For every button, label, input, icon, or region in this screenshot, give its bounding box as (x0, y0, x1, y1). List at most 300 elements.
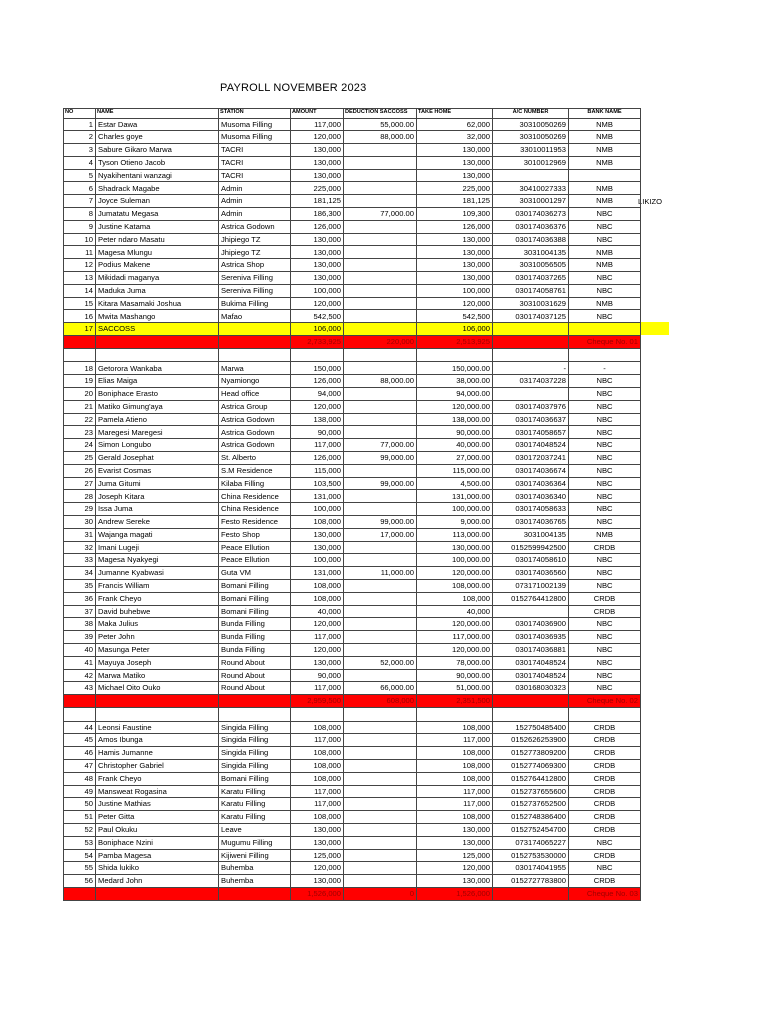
row-number-cell: 20 (64, 388, 96, 401)
amount-cell: 103,500 (291, 477, 344, 490)
table-row (64, 208, 641, 221)
saccoss-highlight-extension (640, 322, 669, 335)
deduction-saccoss-cell (344, 156, 417, 169)
deduction-saccoss-cell (344, 490, 417, 503)
deduction-saccoss-cell (344, 503, 417, 516)
amount-cell: 120,000 (291, 297, 344, 310)
bank-name-cell: NBC (569, 503, 641, 516)
amount-cell: 130,000 (291, 656, 344, 669)
deduction-saccoss-cell (344, 246, 417, 259)
amount-cell: 138,000 (291, 413, 344, 426)
station-cell: Round About (219, 656, 291, 669)
row-number-cell: 34 (64, 567, 96, 580)
deduction-saccoss-cell (344, 297, 417, 310)
account-number-cell (493, 695, 569, 708)
station-cell: Astrica Godown (219, 220, 291, 233)
take-home-cell: 131,000.00 (417, 490, 493, 503)
row-number-cell: 24 (64, 439, 96, 452)
row-number-cell: 33 (64, 554, 96, 567)
amount-cell: 120,000 (291, 400, 344, 413)
deduction-saccoss-cell (344, 862, 417, 875)
employee-name-cell: Mwita Mashango (96, 310, 219, 323)
employee-name-cell: Leonsi Faustine (96, 721, 219, 734)
bank-name-cell: NBC (569, 656, 641, 669)
employee-name-cell: Frank Cheyo (96, 592, 219, 605)
row-number-cell: 27 (64, 477, 96, 490)
row-number-cell: 30 (64, 516, 96, 529)
employee-name-cell: Getorora Wankaba (96, 362, 219, 375)
bank-name-cell: CRDB (569, 592, 641, 605)
employee-name-cell: Amos Ibunga (96, 734, 219, 747)
station-cell: Admin (219, 195, 291, 208)
account-number-cell: 0152599942500 (493, 541, 569, 554)
amount-cell: 115,000 (291, 464, 344, 477)
station-cell (219, 323, 291, 336)
deduction-saccoss-cell (344, 772, 417, 785)
account-number-cell: 030174048524 (493, 669, 569, 682)
station-cell: Head office (219, 388, 291, 401)
station-cell: Singida Filling (219, 721, 291, 734)
station-cell: Musoma Filling (219, 118, 291, 131)
deduction-saccoss-cell (344, 747, 417, 760)
take-home-cell: 106,000 (417, 323, 493, 336)
account-number-cell: 30310050269 (493, 118, 569, 131)
bank-name-cell: NBC (569, 579, 641, 592)
bank-name-cell: NBC (569, 669, 641, 682)
station-cell: Buhemba (219, 875, 291, 888)
bank-name-cell: CRDB (569, 823, 641, 836)
empty-cell (291, 707, 344, 721)
employee-name-cell: Tyson Otieno Jacob (96, 156, 219, 169)
amount-cell: 2,959,500 (291, 695, 344, 708)
amount-cell: 126,000 (291, 375, 344, 388)
header-no: NO (64, 109, 96, 119)
deduction-saccoss-cell (344, 272, 417, 285)
row-number-cell: 46 (64, 747, 96, 760)
amount-cell: 108,000 (291, 516, 344, 529)
employee-name-cell: Kitara Masamaki Joshua (96, 297, 219, 310)
account-number-cell: 030174036881 (493, 643, 569, 656)
deduction-saccoss-cell (344, 413, 417, 426)
row-number-cell: 19 (64, 375, 96, 388)
take-home-cell: 108,000 (417, 747, 493, 760)
amount-cell: 130,000 (291, 528, 344, 541)
deduction-saccoss-cell (344, 182, 417, 195)
table-row (64, 156, 641, 169)
amount-cell: 150,000 (291, 362, 344, 375)
amount-cell: 117,000 (291, 798, 344, 811)
bank-name-cell: NBC (569, 426, 641, 439)
take-home-cell: 120,000 (417, 862, 493, 875)
take-home-cell: 120,000 (417, 297, 493, 310)
row-number-cell: 38 (64, 618, 96, 631)
deduction-saccoss-cell (344, 811, 417, 824)
amount-cell: 100,000 (291, 554, 344, 567)
account-number-cell: 030174036560 (493, 567, 569, 580)
station-cell: Astrica Group (219, 400, 291, 413)
deduction-saccoss-cell (344, 875, 417, 888)
take-home-cell: 130,000 (417, 246, 493, 259)
bank-name-cell: NBC (569, 388, 641, 401)
row-number-cell: 42 (64, 669, 96, 682)
table-row (64, 452, 641, 465)
table-row (64, 643, 641, 656)
station-cell: Bunda Filling (219, 618, 291, 631)
table-row (64, 656, 641, 669)
employee-name-cell: Christopher Gabriel (96, 759, 219, 772)
station-cell: Mugumu Filling (219, 836, 291, 849)
take-home-cell: 117,000 (417, 734, 493, 747)
row-number-cell: 13 (64, 272, 96, 285)
table-row (64, 579, 641, 592)
amount-cell: 130,000 (291, 836, 344, 849)
row-number-cell: 48 (64, 772, 96, 785)
take-home-cell: 130,000 (417, 836, 493, 849)
take-home-cell: 138,000.00 (417, 413, 493, 426)
employee-name-cell: Matiko Gimung'aya (96, 400, 219, 413)
table-row (64, 169, 641, 182)
row-number-cell: 54 (64, 849, 96, 862)
bank-name-cell: - (569, 362, 641, 375)
table-row (64, 388, 641, 401)
station-cell: TACRI (219, 144, 291, 157)
deduction-saccoss-cell: 99,000.00 (344, 516, 417, 529)
station-cell: Festo Residence (219, 516, 291, 529)
header-deduction: DEDUCTION SACCOSS (344, 109, 417, 119)
table-row (64, 554, 641, 567)
take-home-cell: 109,300 (417, 208, 493, 221)
account-number-cell: 030168030323 (493, 682, 569, 695)
employee-name-cell: Jumanne Kyabwasi (96, 567, 219, 580)
account-number-cell: 0152774069300 (493, 759, 569, 772)
table-row (64, 759, 641, 772)
table-row (64, 669, 641, 682)
deduction-saccoss-cell (344, 618, 417, 631)
employee-name-cell: Peter ndaro Masatu (96, 233, 219, 246)
row-number-cell: 21 (64, 400, 96, 413)
station-cell: Peace Ellution (219, 541, 291, 554)
take-home-cell: 94,000.00 (417, 388, 493, 401)
table-row (64, 836, 641, 849)
station-cell: Bomani Filling (219, 605, 291, 618)
take-home-cell: 2,351,500 (417, 695, 493, 708)
row-number-cell: 28 (64, 490, 96, 503)
amount-cell: 131,000 (291, 567, 344, 580)
empty-cell (219, 707, 291, 721)
station-cell: Festo Shop (219, 528, 291, 541)
amount-cell: 2,733,925 (291, 336, 344, 349)
table-row (64, 682, 641, 695)
table-row (64, 118, 641, 131)
station-cell: Bomani Filling (219, 592, 291, 605)
bank-name-cell: Cheque No. 01 (569, 336, 641, 349)
amount-cell: 90,000 (291, 426, 344, 439)
employee-name-cell: Justine Katama (96, 220, 219, 233)
bank-name-cell: CRDB (569, 541, 641, 554)
row-number-cell: 37 (64, 605, 96, 618)
bank-name-cell: CRDB (569, 811, 641, 824)
empty-cell (64, 348, 96, 362)
empty-cell (344, 707, 417, 721)
table-row (64, 875, 641, 888)
header-station: STATION (219, 109, 291, 119)
employee-name-cell: Francis William (96, 579, 219, 592)
header-account: A/C NUMBER (493, 109, 569, 119)
bank-name-cell: NMB (569, 259, 641, 272)
row-number-cell: 11 (64, 246, 96, 259)
station-cell: Singida Filling (219, 734, 291, 747)
account-number-cell: 030174036674 (493, 464, 569, 477)
deduction-saccoss-cell (344, 362, 417, 375)
station-cell: Buhemba (219, 862, 291, 875)
station-cell: Bunda Filling (219, 643, 291, 656)
take-home-cell: 130,000.00 (417, 541, 493, 554)
bank-name-cell: CRDB (569, 759, 641, 772)
employee-name-cell: Estar Dawa (96, 118, 219, 131)
account-number-cell: 0152753530000 (493, 849, 569, 862)
station-cell: Round About (219, 682, 291, 695)
deduction-saccoss-cell: 66,000.00 (344, 682, 417, 695)
amount-cell: 117,000 (291, 785, 344, 798)
empty-cell (291, 348, 344, 362)
take-home-cell: 130,000 (417, 259, 493, 272)
bank-name-cell: NBC (569, 862, 641, 875)
row-number-cell (64, 336, 96, 349)
amount-cell: 130,000 (291, 233, 344, 246)
bank-name-cell: NBC (569, 272, 641, 285)
amount-cell: 108,000 (291, 811, 344, 824)
bank-name-cell: NMB (569, 131, 641, 144)
account-number-cell: 073174065227 (493, 836, 569, 849)
station-cell: China Residence (219, 490, 291, 503)
amount-cell: 186,300 (291, 208, 344, 221)
empty-cell (96, 348, 219, 362)
deduction-saccoss-cell (344, 541, 417, 554)
account-number-cell (493, 169, 569, 182)
table-row (64, 567, 641, 580)
station-cell (219, 336, 291, 349)
station-cell: TACRI (219, 169, 291, 182)
station-cell: Bukima Filling (219, 297, 291, 310)
account-number-cell (493, 388, 569, 401)
bank-name-cell: NMB (569, 297, 641, 310)
empty-cell (219, 348, 291, 362)
account-number-cell: 030174036376 (493, 220, 569, 233)
station-cell: Astrica Godown (219, 426, 291, 439)
take-home-cell: 100,000 (417, 284, 493, 297)
take-home-cell: 130,000 (417, 233, 493, 246)
bank-name-cell: NBC (569, 618, 641, 631)
bank-name-cell: NBC (569, 310, 641, 323)
account-number-cell (493, 323, 569, 336)
employee-name-cell: SACCOSS (96, 323, 219, 336)
deduction-saccoss-cell (344, 400, 417, 413)
account-number-cell: 0152727783800 (493, 875, 569, 888)
row-number-cell: 53 (64, 836, 96, 849)
take-home-cell: 181,125 (417, 195, 493, 208)
station-cell: Karatu Filling (219, 811, 291, 824)
take-home-cell: 108,000 (417, 721, 493, 734)
employee-name-cell: Podius Makene (96, 259, 219, 272)
take-home-cell: 108,000 (417, 772, 493, 785)
row-number-cell: 51 (64, 811, 96, 824)
account-number-cell: 30310056505 (493, 259, 569, 272)
station-cell: S.M Residence (219, 464, 291, 477)
employee-name-cell: Marwa Matiko (96, 669, 219, 682)
bank-name-cell: CRDB (569, 734, 641, 747)
take-home-cell: 9,000.00 (417, 516, 493, 529)
account-number-cell: 0152764412800 (493, 592, 569, 605)
likizo-note: LIKIZO (638, 197, 663, 206)
employee-name-cell: Charles goye (96, 131, 219, 144)
take-home-cell: 120,000.00 (417, 643, 493, 656)
deduction-saccoss-cell (344, 426, 417, 439)
deduction-saccoss-cell (344, 836, 417, 849)
amount-cell: 100,000 (291, 503, 344, 516)
amount-cell: 90,000 (291, 669, 344, 682)
take-home-cell: 126,000 (417, 220, 493, 233)
deduction-saccoss-cell (344, 554, 417, 567)
take-home-cell: 542,500 (417, 310, 493, 323)
empty-cell (344, 348, 417, 362)
amount-cell: 130,000 (291, 246, 344, 259)
deduction-saccoss-cell: 11,000.00 (344, 567, 417, 580)
employee-name-cell: Mansweat Rogasina (96, 785, 219, 798)
deduction-saccoss-cell (344, 823, 417, 836)
employee-name-cell: Issa Juma (96, 503, 219, 516)
empty-cell (493, 348, 569, 362)
bank-name-cell: NBC (569, 439, 641, 452)
amount-cell: 100,000 (291, 284, 344, 297)
take-home-cell: 40,000.00 (417, 439, 493, 452)
row-number-cell: 45 (64, 734, 96, 747)
deduction-saccoss-cell (344, 849, 417, 862)
row-number-cell: 4 (64, 156, 96, 169)
bank-name-cell: NMB (569, 144, 641, 157)
bank-name-cell (569, 323, 641, 336)
row-number-cell: 8 (64, 208, 96, 221)
take-home-cell: 51,000.00 (417, 682, 493, 695)
deduction-saccoss-cell (344, 195, 417, 208)
employee-name-cell: Gerald Josephat (96, 452, 219, 465)
header-bank: BANK NAME (569, 109, 641, 119)
saccoss-row (64, 323, 641, 336)
payroll-title: PAYROLL NOVEMBER 2023 (220, 82, 367, 94)
account-number-cell: 030174048524 (493, 656, 569, 669)
account-number-cell: 030174036637 (493, 413, 569, 426)
station-cell: Astrica Shop (219, 259, 291, 272)
employee-name-cell: Pamela Atieno (96, 413, 219, 426)
subtotal-row (64, 887, 641, 900)
station-cell: Kijiweni Filling (219, 849, 291, 862)
amount-cell: 126,000 (291, 452, 344, 465)
account-number-cell (493, 605, 569, 618)
table-row (64, 464, 641, 477)
row-number-cell: 49 (64, 785, 96, 798)
amount-cell: 130,000 (291, 875, 344, 888)
account-number-cell: 030174036273 (493, 208, 569, 221)
row-number-cell: 12 (64, 259, 96, 272)
deduction-saccoss-cell (344, 169, 417, 182)
employee-name-cell: Magesa Mlungu (96, 246, 219, 259)
station-cell (219, 695, 291, 708)
table-row (64, 195, 641, 208)
table-row (64, 541, 641, 554)
table-row (64, 426, 641, 439)
account-number-cell: 30310001297 (493, 195, 569, 208)
take-home-cell: 120,000.00 (417, 618, 493, 631)
table-row (64, 772, 641, 785)
amount-cell: 130,000 (291, 144, 344, 157)
row-number-cell: 23 (64, 426, 96, 439)
header-take-home: TAKE HOME (417, 109, 493, 119)
row-number-cell: 26 (64, 464, 96, 477)
empty-cell (96, 707, 219, 721)
deduction-saccoss-cell (344, 233, 417, 246)
take-home-cell: 100,000.00 (417, 554, 493, 567)
row-number-cell: 32 (64, 541, 96, 554)
employee-name-cell (96, 695, 219, 708)
station-cell: Admin (219, 182, 291, 195)
take-home-cell: 100,000.00 (417, 503, 493, 516)
take-home-cell: 130,000 (417, 272, 493, 285)
take-home-cell: 2,513,925 (417, 336, 493, 349)
station-cell: Musoma Filling (219, 131, 291, 144)
table-row (64, 131, 641, 144)
row-number-cell: 47 (64, 759, 96, 772)
row-number-cell (64, 887, 96, 900)
row-number-cell: 41 (64, 656, 96, 669)
deduction-saccoss-cell (344, 734, 417, 747)
amount-cell: 130,000 (291, 259, 344, 272)
account-number-cell: 0152626253900 (493, 734, 569, 747)
deduction-saccoss-cell: 55,000.00 (344, 118, 417, 131)
employee-name-cell: Justine Mathias (96, 798, 219, 811)
employee-name-cell: Peter Gitta (96, 811, 219, 824)
table-row (64, 400, 641, 413)
employee-name-cell: Juma Gitumi (96, 477, 219, 490)
table-row (64, 592, 641, 605)
deduction-saccoss-cell: 88,000.00 (344, 131, 417, 144)
amount-cell: 120,000 (291, 643, 344, 656)
header-amount: AMOUNT (291, 109, 344, 119)
employee-name-cell: Masunga Peter (96, 643, 219, 656)
station-cell: Kilaba Filling (219, 477, 291, 490)
deduction-saccoss-cell (344, 785, 417, 798)
amount-cell: 108,000 (291, 592, 344, 605)
row-number-cell: 39 (64, 631, 96, 644)
amount-cell: 117,000 (291, 734, 344, 747)
account-number-cell: 030174041955 (493, 862, 569, 875)
empty-cell (569, 348, 641, 362)
bank-name-cell: CRDB (569, 605, 641, 618)
account-number-cell: 03174037228 (493, 375, 569, 388)
amount-cell: 125,000 (291, 849, 344, 862)
employee-name-cell: Shadrack Magabe (96, 182, 219, 195)
account-number-cell: 030174037265 (493, 272, 569, 285)
account-number-cell: 030174036900 (493, 618, 569, 631)
bank-name-cell: NBC (569, 836, 641, 849)
amount-cell: 126,000 (291, 220, 344, 233)
amount-cell: 130,000 (291, 541, 344, 554)
station-cell: China Residence (219, 503, 291, 516)
station-cell: Singida Filling (219, 759, 291, 772)
table-row (64, 182, 641, 195)
take-home-cell: 32,000 (417, 131, 493, 144)
take-home-cell: 113,000.00 (417, 528, 493, 541)
amount-cell: 120,000 (291, 618, 344, 631)
bank-name-cell: NBC (569, 375, 641, 388)
